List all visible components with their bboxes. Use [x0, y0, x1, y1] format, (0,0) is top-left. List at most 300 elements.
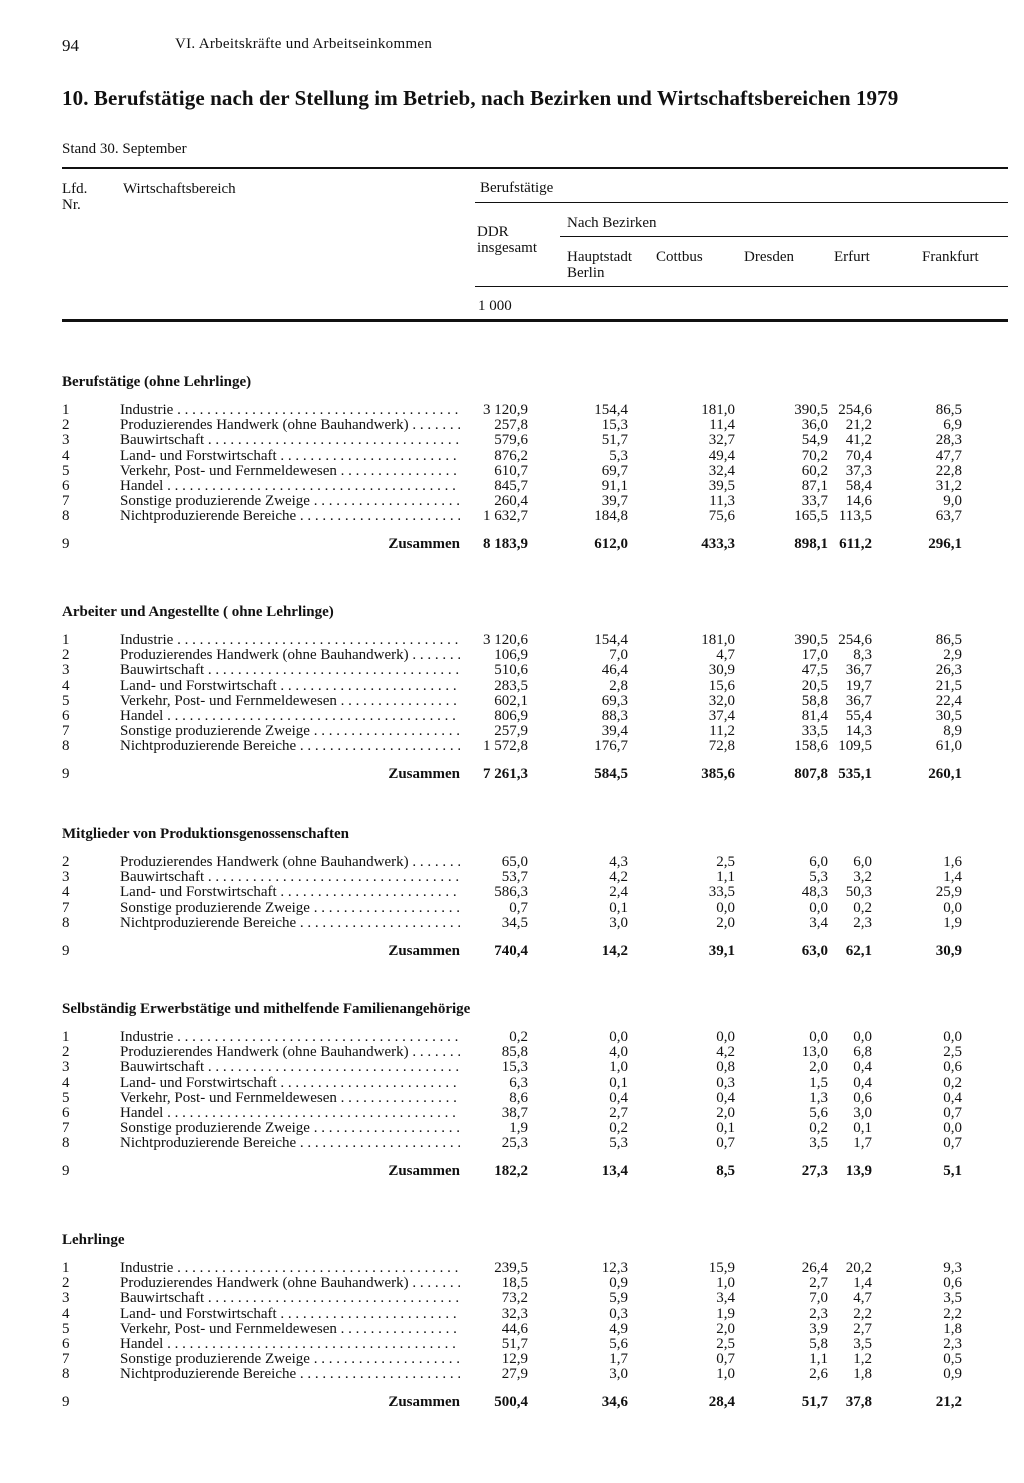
value-cell: 3,2 — [853, 869, 872, 886]
row-label: Land- und Forstwirtschaft . . . — [120, 679, 460, 694]
value-cell: 47,5 — [801, 662, 828, 679]
value-cell: 806,9 — [494, 708, 528, 724]
row-number: 8 — [62, 738, 70, 755]
row-label: Nichtproduzierende Bereiche . . . — [120, 509, 460, 524]
value-cell: 8,5 — [716, 1163, 735, 1180]
value-cell: 44,6 — [501, 1320, 528, 1337]
row-label: Bauwirtschaft . . . — [120, 663, 460, 678]
value-cell: 3,0 — [609, 914, 628, 931]
col-header-frankfurt: Frankfurt — [922, 249, 979, 265]
value-cell: 113,5 — [838, 508, 872, 525]
section-title: Selbständig Erwerbstätige und mithelfende Familienangehörige — [62, 1001, 471, 1017]
row-number: 8 — [62, 508, 70, 525]
table-row — [62, 1121, 962, 1136]
value-cell: 1,4 — [853, 1275, 872, 1292]
value-cell: 579,6 — [494, 432, 528, 449]
row-label: Produzierendes Handwerk (ohne Bauhandwerk) . . . — [120, 418, 460, 433]
table-row — [62, 709, 962, 724]
row-label: Handel . . . — [120, 479, 460, 494]
value-cell: 3,5 — [943, 1290, 962, 1307]
table-row — [62, 663, 962, 678]
value-cell: 0,4 — [853, 1074, 872, 1091]
value-cell: 0,4 — [716, 1089, 735, 1106]
total-label: Zusammen — [388, 943, 460, 959]
table-row — [62, 648, 962, 663]
value-cell: 3 120,9 — [483, 402, 528, 418]
total-row — [62, 944, 962, 959]
value-cell: 1,0 — [716, 1275, 735, 1292]
value-cell: 28,4 — [708, 1394, 735, 1411]
value-cell: 2,2 — [853, 1305, 872, 1322]
value-cell: 6,0 — [809, 854, 828, 870]
value-cell: 85,8 — [501, 1044, 528, 1061]
value-cell: 54,9 — [801, 432, 828, 449]
value-cell: 1,1 — [809, 1351, 828, 1368]
value-cell: 51,7 — [501, 1336, 528, 1352]
value-cell: 49,4 — [708, 447, 735, 464]
row-label: Handel . . . — [120, 709, 460, 724]
value-cell: 0,2 — [943, 1074, 962, 1091]
value-cell: 154,4 — [594, 402, 628, 418]
value-cell: 296,1 — [928, 536, 962, 553]
table-row — [62, 1307, 962, 1322]
value-cell: 8,6 — [509, 1089, 528, 1106]
value-cell: 1,7 — [853, 1135, 872, 1152]
value-cell: 11,4 — [709, 417, 735, 434]
value-cell: 2,4 — [609, 884, 628, 901]
value-cell: 390,5 — [794, 632, 828, 648]
value-cell: 612,0 — [594, 536, 628, 553]
table-row — [62, 901, 962, 916]
value-cell: 0,5 — [943, 1351, 962, 1368]
value-cell: 260,4 — [494, 493, 528, 510]
value-cell: 4,7 — [853, 1290, 872, 1307]
value-cell: 15,3 — [601, 417, 628, 434]
table-row — [62, 1261, 962, 1276]
row-number: 4 — [62, 677, 70, 694]
row-label: Nichtproduzierende Bereiche . . . — [120, 739, 460, 754]
value-cell: 9,3 — [943, 1260, 962, 1276]
value-cell: 0,6 — [943, 1275, 962, 1292]
value-cell: 37,3 — [845, 462, 872, 479]
section-title: Berufstätige (ohne Lehrlinge) — [62, 374, 252, 390]
value-cell: 26,4 — [801, 1260, 828, 1276]
value-cell: 2,5 — [716, 1336, 735, 1352]
row-label: Nichtproduzierende Bereiche . . . — [120, 916, 460, 931]
row-label: Land- und Forstwirtschaft . . . — [120, 1307, 460, 1322]
value-cell: 28,3 — [935, 432, 962, 449]
row-number: 2 — [62, 1044, 70, 1061]
row-label: Industrie . . . — [120, 1261, 460, 1276]
value-cell: 2,7 — [853, 1320, 872, 1337]
value-cell: 38,7 — [501, 1105, 528, 1121]
value-cell: 58,8 — [801, 692, 828, 709]
row-number: 9 — [62, 1394, 70, 1411]
table-row — [62, 870, 962, 885]
row-label: Land- und Forstwirtschaft . . . — [120, 885, 460, 900]
value-cell: 2,6 — [809, 1366, 828, 1383]
table-row — [62, 724, 962, 739]
value-cell: 2,3 — [943, 1336, 962, 1352]
table-row — [62, 449, 962, 464]
row-label: Land- und Forstwirtschaft . . . — [120, 449, 460, 464]
total-row — [62, 537, 962, 552]
row-number: 7 — [62, 493, 70, 510]
value-cell: 500,4 — [494, 1394, 528, 1411]
row-number: 9 — [62, 1163, 70, 1180]
value-cell: 37,8 — [845, 1394, 872, 1411]
row-number: 8 — [62, 914, 70, 931]
table-row — [62, 1322, 962, 1337]
value-cell: 11,2 — [709, 723, 735, 740]
row-label: Land- und Forstwirtschaft . . . — [120, 1076, 460, 1091]
row-number: 4 — [62, 884, 70, 901]
value-cell: 0,2 — [509, 1029, 528, 1045]
row-label: Produzierendes Handwerk (ohne Bauhandwerk) . . . — [120, 1276, 460, 1291]
table-row — [62, 1045, 962, 1060]
value-cell: 12,3 — [601, 1260, 628, 1276]
row-number: 9 — [62, 766, 70, 783]
row-number: 1 — [62, 632, 70, 648]
row-number: 5 — [62, 692, 70, 709]
value-cell: 3,4 — [809, 914, 828, 931]
value-cell: 55,4 — [845, 708, 872, 724]
value-cell: 5,8 — [809, 1336, 828, 1352]
value-cell: 3 120,6 — [483, 632, 528, 648]
value-cell: 0,1 — [609, 899, 628, 916]
value-cell: 81,4 — [801, 708, 828, 724]
value-cell: 61,0 — [935, 738, 962, 755]
col-header-dresden: Dresden — [744, 249, 794, 265]
table-row — [62, 633, 962, 648]
row-number: 6 — [62, 1336, 70, 1352]
unit-label: 1 000 — [478, 298, 512, 314]
table-row — [62, 1106, 962, 1121]
value-cell: 32,7 — [708, 432, 735, 449]
value-cell: 0,0 — [809, 899, 828, 916]
col-header-erfurt: Erfurt — [834, 249, 870, 265]
value-cell: 46,4 — [601, 662, 628, 679]
value-cell: 58,4 — [845, 478, 872, 494]
value-cell: 30,5 — [935, 708, 962, 724]
value-cell: 8 183,9 — [483, 536, 528, 553]
value-cell: 610,7 — [494, 462, 528, 479]
value-cell: 6,8 — [853, 1044, 872, 1061]
value-cell: 19,7 — [845, 677, 872, 694]
value-cell: 0,1 — [609, 1074, 628, 1091]
value-cell: 0,0 — [716, 899, 735, 916]
value-cell: 109,5 — [838, 738, 872, 755]
row-number: 5 — [62, 1089, 70, 1106]
table-row — [62, 679, 962, 694]
table-row — [62, 855, 962, 870]
row-number: 2 — [62, 417, 70, 434]
value-cell: 12,9 — [501, 1351, 528, 1368]
value-cell: 15,3 — [501, 1059, 528, 1076]
total-row — [62, 767, 962, 782]
row-number: 3 — [62, 432, 70, 449]
col-header-berufstaetige: Berufstätige — [480, 180, 554, 196]
value-cell: 4,3 — [609, 854, 628, 870]
row-label: Industrie . . . — [120, 403, 460, 418]
value-cell: 0,7 — [943, 1105, 962, 1121]
value-cell: 586,3 — [494, 884, 528, 901]
value-cell: 385,6 — [701, 766, 735, 783]
row-number: 2 — [62, 854, 70, 870]
value-cell: 602,1 — [494, 692, 528, 709]
value-cell: 0,6 — [853, 1089, 872, 1106]
value-cell: 807,8 — [794, 766, 828, 783]
total-row — [62, 1395, 962, 1410]
value-cell: 1,0 — [716, 1366, 735, 1383]
value-cell: 8,9 — [943, 723, 962, 740]
value-cell: 5,9 — [609, 1290, 628, 1307]
col-header-wirtschaftsbereich: Wirtschaftsbereich — [123, 181, 236, 197]
value-cell: 0,7 — [716, 1351, 735, 1368]
value-cell: 48,3 — [801, 884, 828, 901]
page-number: 94 — [62, 36, 79, 55]
value-cell: 3,4 — [716, 1290, 735, 1307]
value-cell: 0,7 — [943, 1135, 962, 1152]
value-cell: 3,0 — [609, 1366, 628, 1383]
value-cell: 69,3 — [601, 692, 628, 709]
value-cell: 876,2 — [494, 447, 528, 464]
value-cell: 37,4 — [708, 708, 735, 724]
row-label: Sonstige produzierende Zweige . . . — [120, 901, 460, 916]
value-cell: 2,2 — [943, 1305, 962, 1322]
value-cell: 3,5 — [809, 1135, 828, 1152]
value-cell: 60,2 — [801, 462, 828, 479]
table-row — [62, 509, 962, 524]
header-rule-unit — [475, 286, 1008, 287]
value-cell: 3,9 — [809, 1320, 828, 1337]
total-label: Zusammen — [388, 537, 460, 553]
row-label: Sonstige produzierende Zweige . . . — [120, 1352, 460, 1367]
value-cell: 2,3 — [809, 1305, 828, 1322]
value-cell: 254,6 — [838, 402, 872, 418]
value-cell: 1,3 — [809, 1089, 828, 1106]
value-cell: 1,9 — [509, 1120, 528, 1137]
table-title: 10. Berufstätige nach der Stellung im Betrieb, nach Bezirken und Wirtschaftsbereichen 1979 — [62, 86, 899, 110]
table-row — [62, 739, 962, 754]
value-cell: 3,0 — [853, 1105, 872, 1121]
value-cell: 1,4 — [943, 869, 962, 886]
col-header-lfd-nr: Lfd. Nr. — [62, 181, 88, 213]
value-cell: 39,7 — [601, 493, 628, 510]
row-number: 7 — [62, 1120, 70, 1137]
chapter-heading: VI. Arbeitskräfte und Arbeitseinkommen — [175, 36, 433, 52]
row-number: 3 — [62, 1059, 70, 1076]
value-cell: 70,2 — [801, 447, 828, 464]
value-cell: 2,7 — [609, 1105, 628, 1121]
value-cell: 433,3 — [701, 536, 735, 553]
value-cell: 5,3 — [809, 869, 828, 886]
value-cell: 86,5 — [935, 632, 962, 648]
row-label: Verkehr, Post- und Fernmeldewesen . . . — [120, 694, 460, 709]
table-row — [62, 885, 962, 900]
row-number: 5 — [62, 1320, 70, 1337]
value-cell: 5,3 — [609, 1135, 628, 1152]
table-row — [62, 494, 962, 509]
value-cell: 535,1 — [838, 766, 872, 783]
row-label: Produzierendes Handwerk (ohne Bauhandwerk) . . . — [120, 1045, 460, 1060]
value-cell: 21,2 — [935, 1394, 962, 1411]
value-cell: 20,2 — [845, 1260, 872, 1276]
row-label: Industrie . . . — [120, 633, 460, 648]
section-title: Mitglieder von Produktionsgenossenschaften — [62, 826, 349, 842]
value-cell: 1 572,8 — [483, 738, 528, 755]
row-label: Handel . . . — [120, 1106, 460, 1121]
value-cell: 584,5 — [594, 766, 628, 783]
row-number: 1 — [62, 402, 70, 418]
table-row — [62, 1030, 962, 1045]
value-cell: 8,3 — [853, 647, 872, 664]
value-cell: 181,0 — [701, 632, 735, 648]
value-cell: 32,0 — [708, 692, 735, 709]
value-cell: 4,2 — [609, 869, 628, 886]
row-number: 9 — [62, 942, 70, 959]
table-row — [62, 1060, 962, 1075]
value-cell: 18,5 — [501, 1275, 528, 1292]
row-number: 2 — [62, 647, 70, 664]
value-cell: 0,2 — [853, 899, 872, 916]
value-cell: 106,9 — [494, 647, 528, 664]
value-cell: 5,6 — [609, 1336, 628, 1352]
value-cell: 32,3 — [501, 1305, 528, 1322]
row-label: Nichtproduzierende Bereiche . . . — [120, 1136, 460, 1151]
value-cell: 0,7 — [716, 1135, 735, 1152]
row-number: 6 — [62, 1105, 70, 1121]
top-rule — [62, 167, 1008, 169]
section-title: Lehrlinge — [62, 1232, 125, 1248]
value-cell: 0,7 — [509, 899, 528, 916]
value-cell: 3,5 — [853, 1336, 872, 1352]
row-number: 4 — [62, 1074, 70, 1091]
value-cell: 0,0 — [609, 1029, 628, 1045]
col-header-ddr: DDR insgesamt — [477, 224, 537, 256]
value-cell: 2,8 — [609, 677, 628, 694]
value-cell: 14,2 — [601, 942, 628, 959]
value-cell: 0,4 — [609, 1089, 628, 1106]
row-label: Handel . . . — [120, 1337, 460, 1352]
value-cell: 39,5 — [708, 478, 735, 494]
value-cell: 4,7 — [716, 647, 735, 664]
value-cell: 6,0 — [853, 854, 872, 870]
value-cell: 50,3 — [845, 884, 872, 901]
row-number: 6 — [62, 478, 70, 494]
value-cell: 63,0 — [801, 942, 828, 959]
value-cell: 184,8 — [594, 508, 628, 525]
value-cell: 0,9 — [609, 1275, 628, 1292]
value-cell: 4,2 — [716, 1044, 735, 1061]
value-cell: 176,7 — [594, 738, 628, 755]
value-cell: 0,0 — [943, 899, 962, 916]
value-cell: 22,4 — [935, 692, 962, 709]
value-cell: 0,0 — [716, 1029, 735, 1045]
value-cell: 5,3 — [609, 447, 628, 464]
table-row — [62, 1367, 962, 1382]
value-cell: 2,0 — [809, 1059, 828, 1076]
row-number: 1 — [62, 1260, 70, 1276]
value-cell: 27,9 — [501, 1366, 528, 1383]
value-cell: 53,7 — [501, 869, 528, 886]
value-cell: 39,4 — [601, 723, 628, 740]
value-cell: 30,9 — [708, 662, 735, 679]
table-row — [62, 1136, 962, 1151]
value-cell: 0,9 — [943, 1366, 962, 1383]
value-cell: 1,6 — [943, 854, 962, 870]
table-row — [62, 916, 962, 931]
header-rule-bezirke — [560, 236, 1008, 237]
row-label: Sonstige produzierende Zweige . . . — [120, 1121, 460, 1136]
value-cell: 2,0 — [716, 1320, 735, 1337]
value-cell: 0,8 — [716, 1059, 735, 1076]
value-cell: 0,6 — [943, 1059, 962, 1076]
row-number: 7 — [62, 899, 70, 916]
value-cell: 181,0 — [701, 402, 735, 418]
row-label: Verkehr, Post- und Fernmeldewesen . . . — [120, 464, 460, 479]
value-cell: 154,4 — [594, 632, 628, 648]
table-row — [62, 1291, 962, 1306]
col-header-cottbus: Cottbus — [656, 249, 703, 265]
value-cell: 41,2 — [845, 432, 872, 449]
value-cell: 257,9 — [494, 723, 528, 740]
value-cell: 33,5 — [801, 723, 828, 740]
row-number: 8 — [62, 1135, 70, 1152]
table-row — [62, 694, 962, 709]
table-row — [62, 418, 962, 433]
value-cell: 1,9 — [943, 914, 962, 931]
value-cell: 2,7 — [809, 1275, 828, 1292]
row-number: 9 — [62, 536, 70, 553]
value-cell: 1,8 — [853, 1366, 872, 1383]
value-cell: 47,7 — [935, 447, 962, 464]
value-cell: 1,5 — [809, 1074, 828, 1091]
value-cell: 22,8 — [935, 462, 962, 479]
row-number: 1 — [62, 1029, 70, 1045]
header-rule-berufstaetige — [475, 202, 1008, 203]
value-cell: 33,5 — [708, 884, 735, 901]
row-number: 4 — [62, 447, 70, 464]
value-cell: 36,0 — [801, 417, 828, 434]
value-cell: 25,3 — [501, 1135, 528, 1152]
value-cell: 1,8 — [943, 1320, 962, 1337]
value-cell: 75,6 — [708, 508, 735, 525]
row-label: Bauwirtschaft . . . — [120, 433, 460, 448]
table-row — [62, 1337, 962, 1352]
value-cell: 20,5 — [801, 677, 828, 694]
row-number: 2 — [62, 1275, 70, 1292]
value-cell: 7,0 — [809, 1290, 828, 1307]
total-row — [62, 1164, 962, 1179]
value-cell: 26,3 — [935, 662, 962, 679]
value-cell: 0,3 — [716, 1074, 735, 1091]
value-cell: 0,3 — [609, 1305, 628, 1322]
row-number: 7 — [62, 723, 70, 740]
value-cell: 0,0 — [809, 1029, 828, 1045]
value-cell: 390,5 — [794, 402, 828, 418]
value-cell: 65,0 — [501, 854, 528, 870]
value-cell: 0,0 — [943, 1120, 962, 1137]
value-cell: 182,2 — [494, 1163, 528, 1180]
value-cell: 1,0 — [609, 1059, 628, 1076]
value-cell: 30,9 — [935, 942, 962, 959]
value-cell: 13,4 — [601, 1163, 628, 1180]
value-cell: 260,1 — [928, 766, 962, 783]
value-cell: 15,6 — [708, 677, 735, 694]
value-cell: 34,5 — [501, 914, 528, 931]
row-label: Sonstige produzierende Zweige . . . — [120, 724, 460, 739]
